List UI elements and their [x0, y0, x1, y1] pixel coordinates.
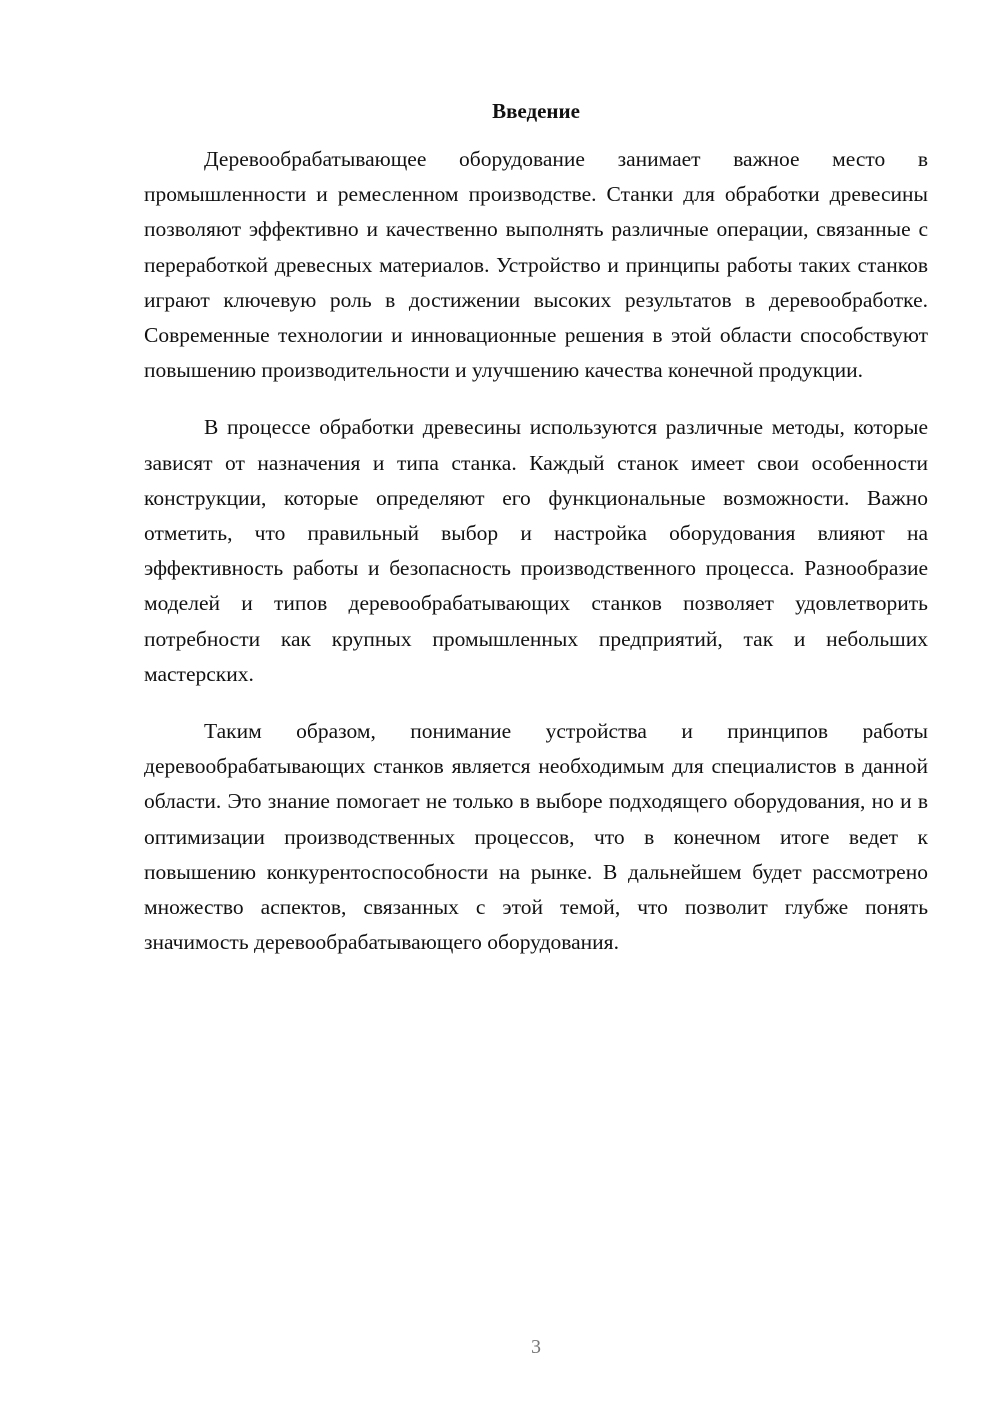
page-number: 3: [531, 1336, 541, 1358]
section-title: Введение: [492, 99, 580, 123]
paragraph-3: Таким образом, понимание устройства и принципов работы деревообрабатывающих станков является необходимым для специалистов в данной области. Это знание помогает не только в выборе подходящего оборудования, но и в оптимизации производственных процессов, что в конечном итоге ведет к повышению конкурентоспособности на рынке. В дальнейшем будет рассмотрено множество аспектов, связанных с этой темой, что позволит глубже понять значимость деревообрабатывающего оборудования.: [144, 719, 928, 955]
paragraph-1: Деревообрабатывающее оборудование занимает важное место в промышленности и ремесленном производстве. Станки для обработки древесины позволяют эффективно и качественно выполнять различные операции, связанные с переработкой древесных материалов. Устройство и принципы работы таких станков играют ключевую роль в достижении высоких результатов в деревообработке. Современные технологии и инновационные решения в этой области способствуют повышению производительности и улучшению качества конечной продукции.: [144, 147, 928, 383]
page-content: [144, 96, 928, 982]
paragraph-2: В процессе обработки древесины используются различные методы, которые зависят от назначения и типа станка. Каждый станок имеет свои особенности конструкции, которые определяют его функциональные возможности. Важно отметить, что правильный выбор и настройка оборудования влияют на эффективность работы и безопасность производственного процесса. Разнообразие моделей и типов деревообрабатывающих станков позволяет удовлетворить потребности как крупных промышленных предприятий, так и небольших мастерских.: [144, 415, 928, 686]
